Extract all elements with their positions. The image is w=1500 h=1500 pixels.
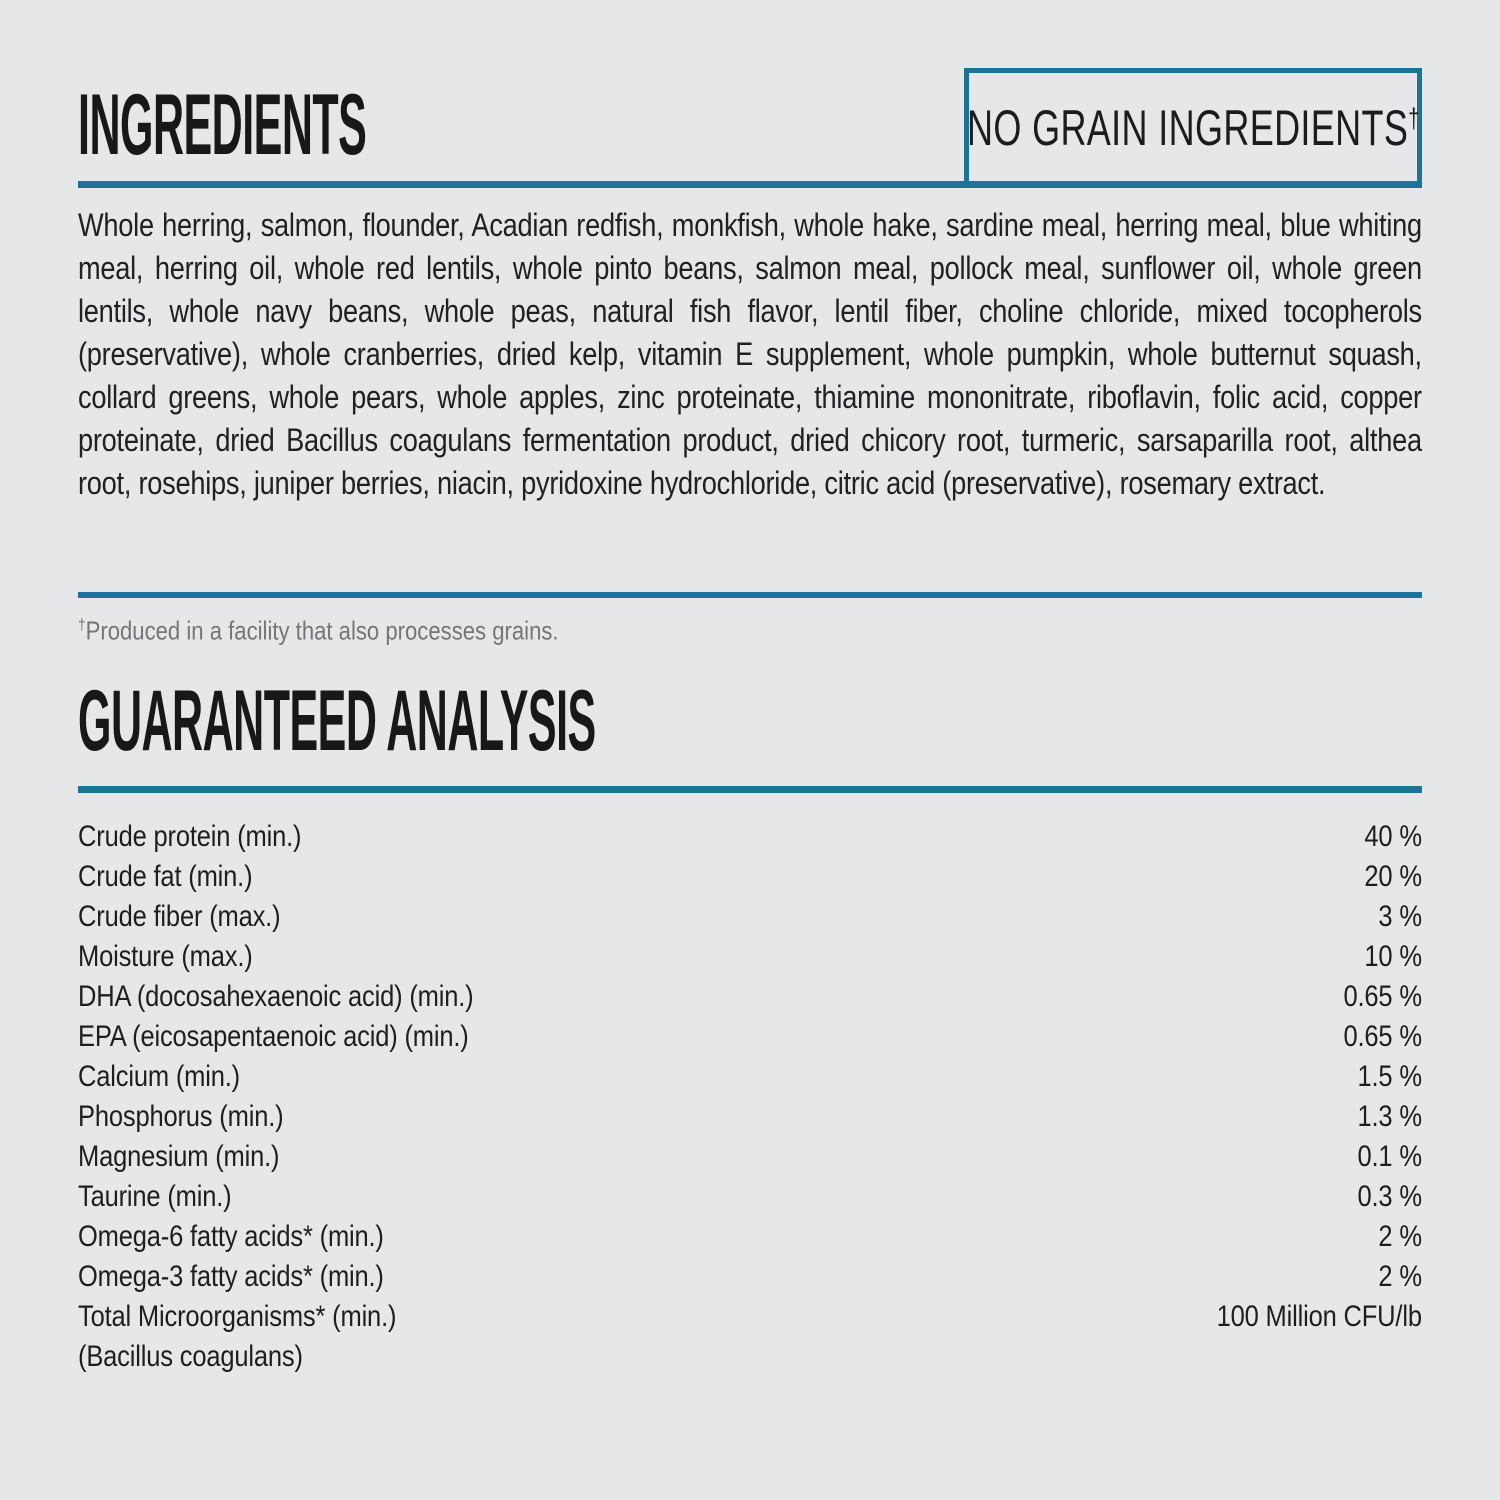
no-grain-badge-label: NO GRAIN INGREDIENTS [966,100,1408,156]
table-row [78,1137,1422,1177]
grain-footnote [78,608,1422,648]
nutrient-value: 2 % [1378,1219,1422,1253]
nutrient-label: Calcium (min.) [78,1059,240,1093]
table-row [78,897,1422,937]
guaranteed-analysis-table [78,817,1422,1377]
guaranteed-analysis-header [78,672,1422,793]
nutrient-value: 2 % [1378,1259,1422,1293]
nutrient-value: 1.5 % [1357,1059,1422,1093]
no-grain-badge-text [967,99,1420,157]
ingredients-divider [78,181,1422,188]
nutrient-value: 0.65 % [1343,979,1422,1013]
nutrient-value: 40 % [1364,819,1422,853]
table-row [78,1217,1422,1257]
nutrient-value: 20 % [1364,859,1422,893]
guaranteed-analysis-divider [78,786,1422,793]
nutrient-label: Omega-6 fatty acids* (min.) [78,1219,384,1253]
table-row [78,937,1422,977]
nutrient-label: Omega-3 fatty acids* (min.) [78,1259,384,1293]
table-row [78,977,1422,1017]
table-row [78,1017,1422,1057]
nutrient-value: 100 Million CFU/lb [1216,1299,1422,1333]
nutrient-value: 0.65 % [1343,1019,1422,1053]
nutrient-label: EPA (eicosapentaenoic acid) (min.) [78,1019,469,1053]
nutrient-value: 3 % [1378,899,1422,933]
table-row [78,857,1422,897]
table-row [78,1177,1422,1217]
nutrient-label: Moisture (max.) [78,939,253,973]
nutrient-value: 0.1 % [1357,1139,1422,1173]
ingredients-title: INGREDIENTS [78,77,367,173]
nutrient-label: Crude fiber (max.) [78,899,281,933]
nutrient-label: (Bacillus coagulans) [78,1339,303,1373]
grain-footnote-text: Produced in a facility that also processes grains. [85,615,559,646]
nutrient-value: 10 % [1364,939,1422,973]
ingredients-header [78,68,1422,188]
dagger-symbol: † [78,616,86,634]
table-row [78,817,1422,857]
dagger-symbol: † [1407,102,1420,134]
nutrient-label: Total Microorganisms* (min.) [78,1299,397,1333]
guaranteed-analysis-title: GUARANTEED ANALYSIS [78,672,596,769]
nutrient-label: Phosphorus (min.) [78,1099,284,1133]
table-row [78,1337,1422,1377]
table-row [78,1297,1422,1337]
nutrient-value: 1.3 % [1357,1099,1422,1133]
nutrient-label: Crude protein (min.) [78,819,302,853]
nutrient-label: Crude fat (min.) [78,859,253,893]
nutrient-label: DHA (docosahexaenoic acid) (min.) [78,979,474,1013]
nutrient-value: 0.3 % [1357,1179,1422,1213]
table-row [78,1097,1422,1137]
no-grain-badge [964,68,1422,188]
ingredients-text: Whole herring, salmon, flounder, Acadian redfish, monkfish, whole hake, sardine meal, herring meal, blue whiting meal, herring oil, whole red lentils, whole pinto beans, salmon meal, pollock meal, sunflower oil, whole green lentils, whole navy beans, whole peas, natural fish flavor, lentil fiber, choline chloride, mixed tocopherols (preservative), whole cranberries, dried kelp, vitamin E supplement, whole pumpkin, whole butternut squash, collard greens, whole pears, whole apples, zinc proteinate, thiamine mononitrate, riboflavin, folic acid, copper proteinate, dried Bacillus coagulans fermentation product, dried chicory root, turmeric, sarsaparilla root, althea root, rosehips, juniper berries, niacin, pyridoxine hydrochloride, citric acid (preservative), rosemary extract. [78,207,1422,501]
footnote-divider [78,592,1422,598]
table-row [78,1257,1422,1297]
nutrient-label: Taurine (min.) [78,1179,232,1213]
nutrient-label: Magnesium (min.) [78,1139,280,1173]
label-content [78,0,1422,1377]
table-row [78,1057,1422,1097]
